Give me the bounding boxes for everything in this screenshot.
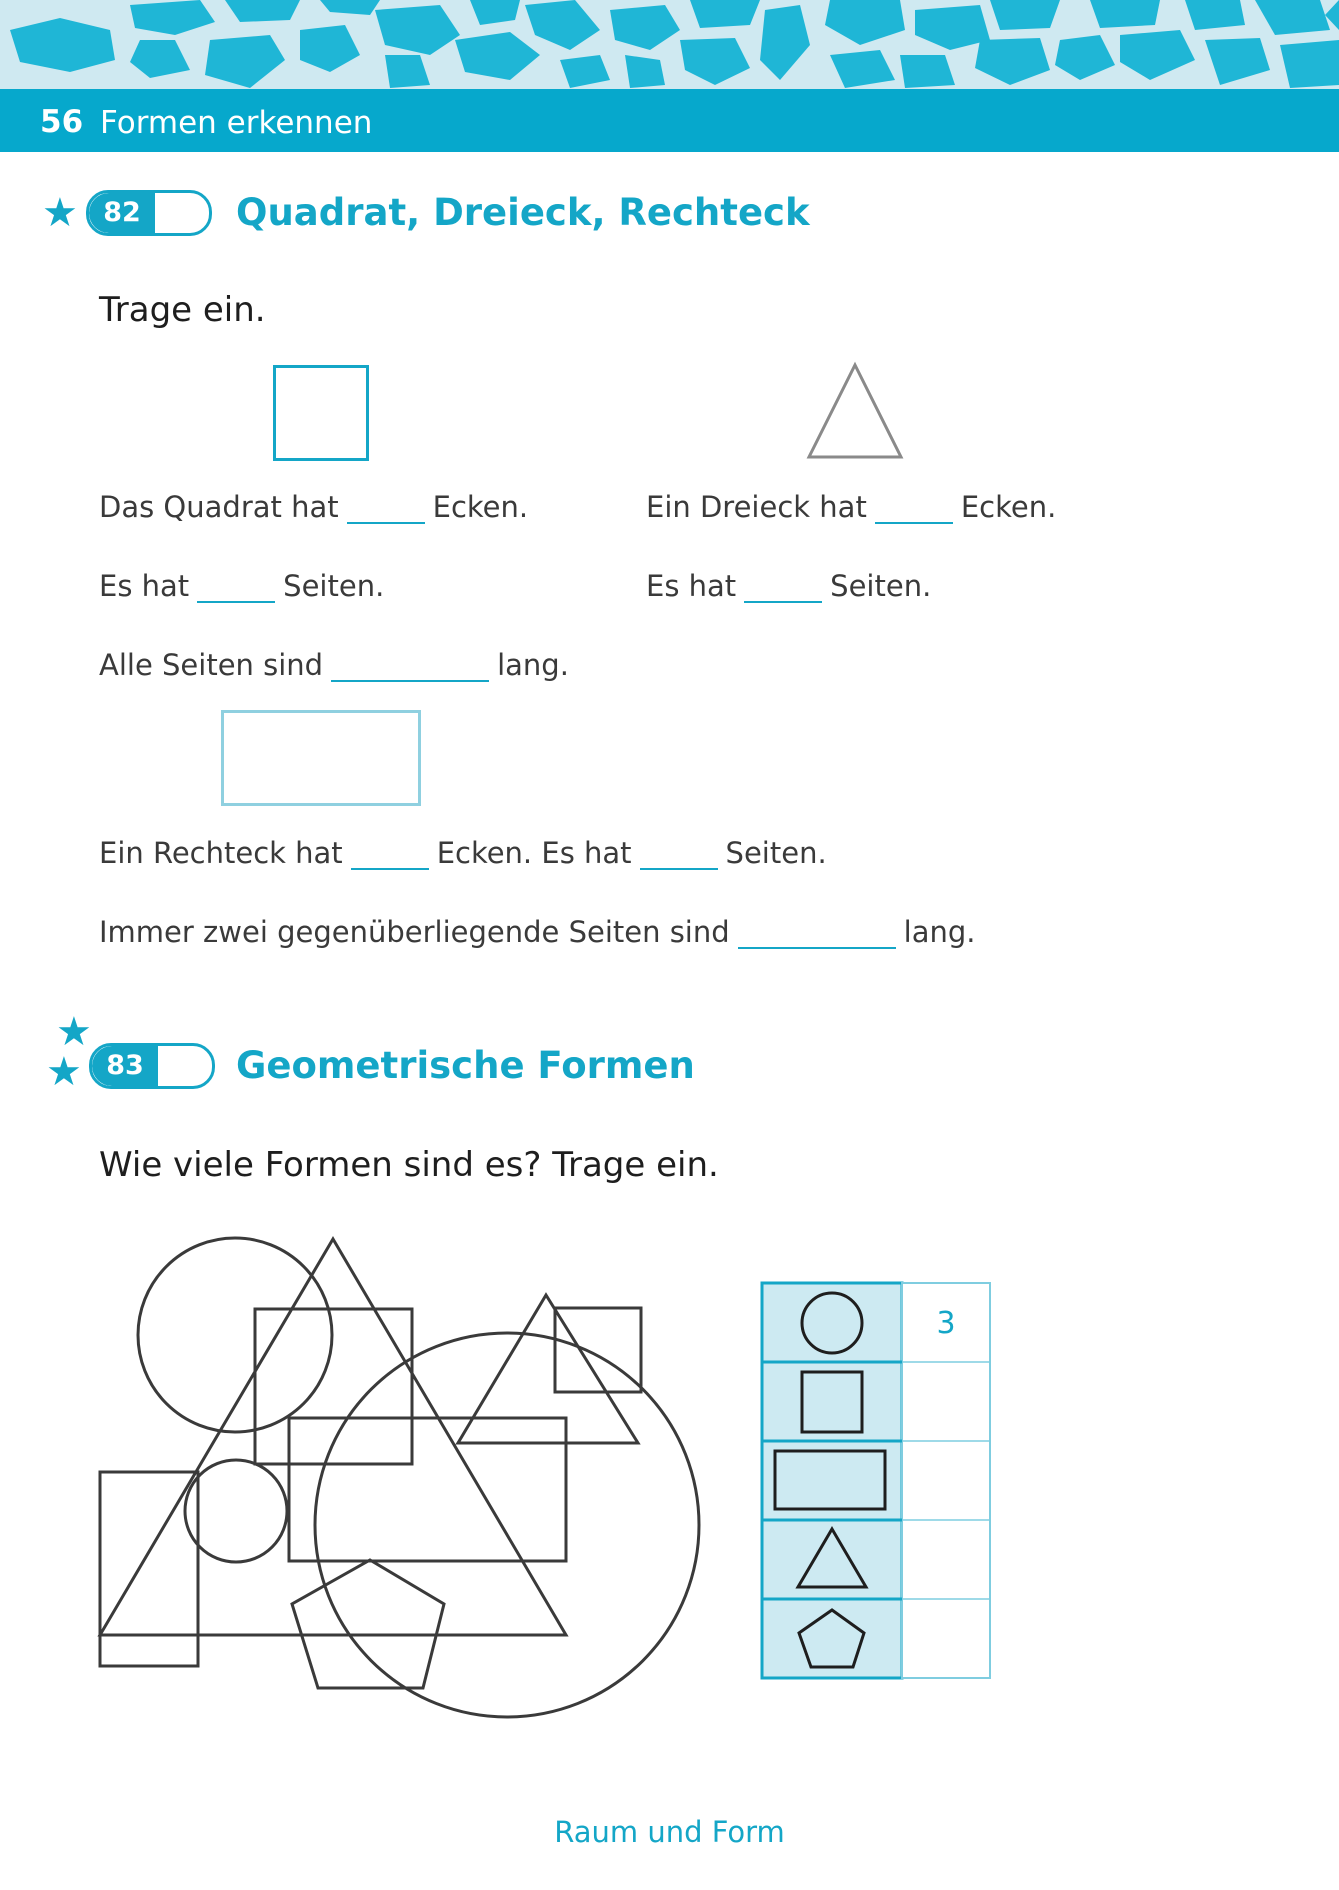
overlapping-shapes-figure (90, 1225, 710, 1730)
task-number-badge[interactable] (86, 190, 212, 236)
triangle-sides-text: Es hat (646, 569, 737, 603)
rect-corners-mid: Ecken. Es hat (436, 836, 632, 870)
rect-sides-suffix: Seiten. (725, 836, 827, 870)
square-sides-line (99, 569, 384, 603)
pentagon-count[interactable] (902, 1622, 990, 1662)
rect-opposite-suffix: lang. (903, 915, 976, 949)
rect-opposite-text: Immer zwei gegenüberliegende Seiten sind (99, 915, 730, 949)
task-number: 83 (92, 1046, 158, 1086)
shape-circle (185, 1460, 287, 1562)
triangle-corners-blank[interactable] (875, 490, 953, 524)
triangle-corners-text: Ein Dreieck hat (646, 490, 867, 524)
difficulty-star-icon: ★ (56, 1009, 92, 1055)
task-instruction: Trage ein. (99, 290, 266, 330)
task-title: Quadrat, Dreieck, Rechteck (236, 191, 810, 234)
page-number: 56 (40, 104, 84, 140)
square-sides-blank[interactable] (197, 569, 275, 603)
square-sides-suffix: Seiten. (283, 569, 385, 603)
square-sides-text: Es hat (99, 569, 190, 603)
rect-corners-text: Ein Rechteck hat (99, 836, 343, 870)
header-pattern (0, 0, 1339, 90)
rect-corners-blank[interactable] (351, 836, 429, 870)
square-corners-blank[interactable] (347, 490, 425, 524)
task-number-badge[interactable] (89, 1043, 215, 1089)
triangle-corners-suffix: Ecken. (960, 490, 1057, 524)
shape-triangle (458, 1295, 638, 1443)
shape-rectangle (100, 1472, 198, 1666)
rectangle-shape (221, 710, 421, 806)
triangle-sides-line (646, 569, 931, 603)
shape-triangle (100, 1239, 566, 1635)
task-title: Geometrische Formen (236, 1044, 695, 1087)
square-shape (273, 365, 369, 461)
rect-opposite-line (99, 915, 976, 949)
chapter-title: Formen erkennen (100, 105, 373, 141)
square-corners-text: Das Quadrat hat (99, 490, 339, 524)
square-corners-suffix: Ecken. (432, 490, 529, 524)
task-number: 82 (89, 193, 155, 233)
square-count[interactable] (902, 1385, 990, 1425)
square-equal-line (99, 648, 569, 682)
shape-rectangle (289, 1418, 566, 1561)
triangle-count[interactable] (902, 1543, 990, 1583)
triangle-corners-line (646, 490, 1056, 524)
shape-pentagon (292, 1560, 444, 1688)
footer-text: Raum und Form (554, 1815, 785, 1849)
rect-corners-line (99, 836, 827, 870)
square-corners-line (99, 490, 528, 524)
triangle-shape (805, 360, 905, 460)
rect-opposite-blank[interactable] (738, 915, 896, 949)
square-equal-blank[interactable] (331, 648, 489, 682)
triangle-sides-blank[interactable] (744, 569, 822, 603)
triangle-sides-suffix: Seiten. (830, 569, 932, 603)
rectangle-count[interactable] (902, 1464, 990, 1504)
difficulty-star-icon: ★ (42, 190, 78, 236)
task-instruction: Wie viele Formen sind es? Trage ein. (99, 1145, 719, 1185)
square-equal-suffix: lang. (497, 648, 569, 682)
difficulty-star-icon: ★ (46, 1049, 82, 1095)
square-equal-text: Alle Seiten sind (99, 648, 324, 682)
circle-count[interactable]: 3 (936, 1306, 956, 1341)
rect-sides-blank[interactable] (640, 836, 718, 870)
